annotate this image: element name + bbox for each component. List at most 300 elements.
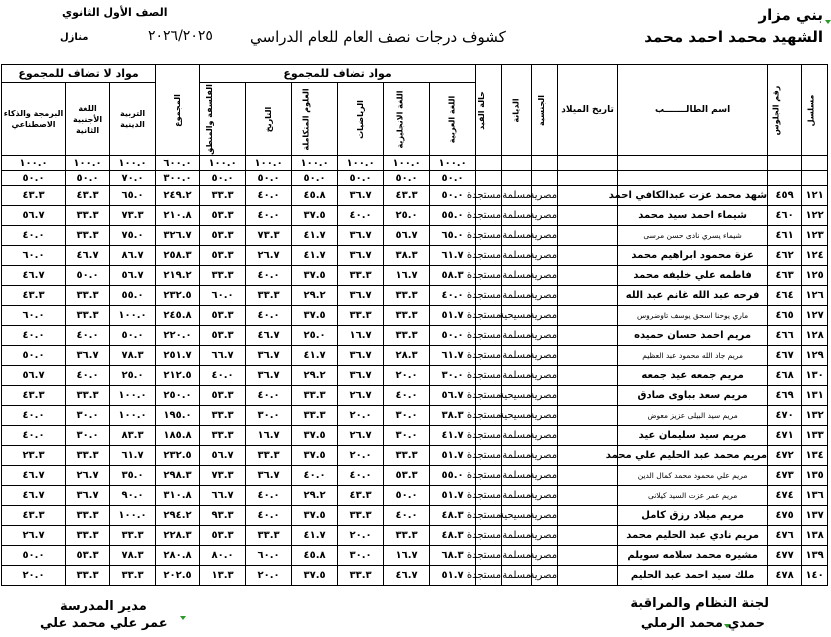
grade-cell: ٢٣٢.٥ (156, 446, 200, 466)
grade-cell: ١٦.٧ (384, 266, 430, 286)
grade-cell: ٣٧.٥ (292, 446, 338, 466)
col-philosophy: الفلسفة والمنطق (200, 83, 246, 156)
seat-cell: ٤٧٣ (768, 466, 802, 486)
grade-cell: ٤٦.٧ (2, 486, 66, 506)
grade-cell: ٤٦.٧ (2, 266, 66, 286)
grade-cell: ٤٠.٠ (246, 306, 292, 326)
grade-cell: ٢٣.٣ (2, 446, 66, 466)
col-serial: مسلسل (802, 65, 828, 156)
grade-cell: ٣٦.٧ (338, 246, 384, 266)
grade-cell: ٢٠.٠ (338, 526, 384, 546)
dob-cell (558, 546, 618, 566)
seat-cell: ٤٧٥ (768, 506, 802, 526)
religion-cell: مسلمة (502, 286, 532, 306)
student-name-cell: مريم علي محمود محمد كمال الدين (618, 466, 768, 486)
grade-cell: ٤١.٧ (292, 526, 338, 546)
student-name-cell: مريم جمعه عيد جمعه (618, 366, 768, 386)
table-row (2, 386, 828, 406)
grade-cell: ٦٨.٣ (430, 546, 476, 566)
grade-cell: ١٠٠.٠ (110, 506, 156, 526)
grade-cell: ٧٨.٣ (110, 546, 156, 566)
nationality-cell: مصرية (532, 466, 558, 486)
grade-cell: ٢٣٢.٥ (156, 286, 200, 306)
student-name-cell: مريم سيد البيلى عزيز معوض (618, 406, 768, 426)
religion-cell: مسيحية (502, 306, 532, 326)
grade-cell: ٤٠.٠ (2, 326, 66, 346)
nationality-cell: مصرية (532, 446, 558, 466)
grade-cell: ٣٨.٣ (430, 406, 476, 426)
status-cell: مستجدة (476, 186, 502, 206)
status-cell: مستجدة (476, 546, 502, 566)
serial-cell: ١٣٦ (802, 486, 828, 506)
serial-cell: ١٢٤ (802, 246, 828, 266)
serial-cell: ١٣٧ (802, 506, 828, 526)
grade-cell: ٥٣.٣ (200, 226, 246, 246)
religion-cell: مسلمة (502, 186, 532, 206)
grade-cell: ٤٣.٣ (66, 186, 110, 206)
grade-cell: ٤٠.٠ (338, 466, 384, 486)
serial-cell: ١٣٣ (802, 426, 828, 446)
grade-cell: ١٠٠.٠ (110, 406, 156, 426)
grade-cell: ٦٠.٠ (246, 546, 292, 566)
grade-cell: ٣٣.٣ (66, 306, 110, 326)
grade-cell: ٤٣.٣ (2, 286, 66, 306)
grade-cell: ٥٠.٠ (384, 486, 430, 506)
student-name-cell: مريم ميلاد رزق كامل (618, 506, 768, 526)
status-cell: مستجدة (476, 386, 502, 406)
student-name-cell: ملك سيد احمد عبد الحليم (618, 566, 768, 586)
student-name-cell: مريم محمد عبد الحليم علي محمد (618, 446, 768, 466)
grade-cell: ٤٠.٠ (66, 326, 110, 346)
nationality-cell: مصرية (532, 566, 558, 586)
dob-cell (558, 386, 618, 406)
student-name-cell: فرحه عبد الله غانم عبد الله (618, 286, 768, 306)
dob-cell (558, 406, 618, 426)
table-row (2, 326, 828, 346)
grade-cell: ٣٦.٧ (338, 346, 384, 366)
dob-cell (558, 226, 618, 246)
grade-cell: ٥٣.٣ (200, 246, 246, 266)
grade-cell: ٣٣.٣ (66, 286, 110, 306)
religion-cell: مسلمة (502, 326, 532, 346)
col-science: العلوم المتكاملة (292, 83, 338, 156)
grade-cell: ٤٠.٠ (2, 406, 66, 426)
grade-cell: ٥١.٧ (430, 306, 476, 326)
status-cell: مستجدة (476, 446, 502, 466)
grade-cell: ٣٠.٠ (246, 406, 292, 426)
status-cell: مستجدة (476, 526, 502, 546)
religion-cell: مسلمة (502, 486, 532, 506)
table-row (2, 286, 828, 306)
grade-cell: ٥٠.٠ (430, 186, 476, 206)
table-row (2, 406, 828, 426)
school-name: بني مزار (758, 6, 823, 24)
grade-cell: ٣٦.٧ (338, 366, 384, 386)
table-row (2, 506, 828, 526)
table-row (2, 306, 828, 326)
grade-cell: ٢٢٨.٣ (156, 526, 200, 546)
grade-cell: ٣٦.٧ (338, 286, 384, 306)
grade-cell: ٣٠.٠ (384, 426, 430, 446)
grade-cell: ٥٣.٣ (200, 306, 246, 326)
dob-cell (558, 206, 618, 226)
grade-cell: ٥١.٧ (430, 446, 476, 466)
status-cell: مستجدة (476, 326, 502, 346)
grade-cell: ٢٥٠.٠ (156, 386, 200, 406)
grade-cell: ٣٧.٥ (292, 566, 338, 586)
nationality-cell: مصرية (532, 266, 558, 286)
nationality-cell: مصرية (532, 346, 558, 366)
grade-cell: ٣٣.٣ (200, 186, 246, 206)
col-arabic: اللغة العربية (430, 83, 476, 156)
grade-cell: ٤٠.٠ (384, 386, 430, 406)
serial-cell: ١٣٤ (802, 446, 828, 466)
student-name-cell: شهد محمد عزت عبدالكافي احمد (618, 186, 768, 206)
dob-cell (558, 366, 618, 386)
grade-cell: ٥٠.٠ (430, 326, 476, 346)
grade-cell: ٥٣.٣ (200, 206, 246, 226)
nationality-cell: مصرية (532, 506, 558, 526)
religion-cell: مسلمة (502, 546, 532, 566)
student-name-cell: مريم سيد سليمان عيد (618, 426, 768, 446)
principal-name: عمر علي محمد علي (40, 616, 168, 631)
grade-cell: ٣٧.٥ (292, 426, 338, 446)
grade-cell: ٤١.٧ (292, 226, 338, 246)
grade-cell: ٣٠.٠ (338, 546, 384, 566)
grade-cell: ٢٠.٠ (246, 566, 292, 586)
table-row (2, 266, 828, 286)
grade-cell: ٤٥.٨ (292, 186, 338, 206)
grade-cell: ٣٣.٣ (66, 386, 110, 406)
student-name-cell: شيماء احمد سيد محمد (618, 206, 768, 226)
grade-cell: ٤٣.٣ (384, 186, 430, 206)
grade-cell: ٣٧.٥ (292, 506, 338, 526)
grade-cell: ٧٥.٠ (110, 226, 156, 246)
table-row (2, 446, 828, 466)
grade-cell: ٦١.٧ (430, 346, 476, 366)
nationality-cell: مصرية (532, 186, 558, 206)
grade-cell: ٧٣.٣ (110, 206, 156, 226)
grade-cell: ٢٦.٧ (66, 466, 110, 486)
grade-cell: ٢٩.٢ (292, 486, 338, 506)
religion-cell: مسلمة (502, 226, 532, 246)
report-title: كشوف درجات نصف العام للعام الدراسي (250, 28, 506, 46)
grade-cell: ٢٤٩.٢ (156, 186, 200, 206)
grade-cell: ٥٣.٣ (66, 546, 110, 566)
serial-cell: ١٢٥ (802, 266, 828, 286)
status-cell: مستجدة (476, 226, 502, 246)
col-religion-edu: التربية الدينية (110, 83, 156, 156)
principal-title: مدير المدرسة (60, 599, 147, 614)
grade-cell: ٣٧.٥ (292, 206, 338, 226)
tick-mark-icon (825, 20, 831, 24)
grade-cell: ٤٠.٠ (246, 186, 292, 206)
grade-cell: ٣٣.٣ (292, 386, 338, 406)
grade-cell: ٢٥١.٧ (156, 346, 200, 366)
added-group-header: مواد تضاف للمجموع (200, 65, 476, 83)
grade-cell: ٨٦.٧ (110, 246, 156, 266)
grade-cell: ٣٠.٠ (430, 366, 476, 386)
seat-cell: ٤٦٧ (768, 346, 802, 366)
col-seat: رقم الجلوس (768, 65, 802, 156)
seat-cell: ٤٦٩ (768, 386, 802, 406)
grade-cell: ٢٩٨.٣ (156, 466, 200, 486)
grade-cell: ١٣.٣ (200, 566, 246, 586)
table-row (2, 246, 828, 266)
grade-cell: ١٨٥.٨ (156, 426, 200, 446)
dob-cell (558, 566, 618, 586)
nationality-cell: مصرية (532, 366, 558, 386)
grade-cell: ٣٣.٣ (66, 506, 110, 526)
grade-cell: ٣٣.٣ (66, 446, 110, 466)
grade-cell: ٣٣.٣ (338, 506, 384, 526)
grade-cell: ٣٠.٠ (66, 406, 110, 426)
serial-cell: ١٢٢ (802, 206, 828, 226)
nationality-cell: مصرية (532, 206, 558, 226)
grade-cell: ٣٥.٠ (110, 466, 156, 486)
grade-cell: ٥٥.٠ (430, 466, 476, 486)
grades-table (1, 64, 828, 586)
grade-cell: ٤٠.٠ (200, 366, 246, 386)
student-name-cell: مريم سعد بباوى صادق (618, 386, 768, 406)
seat-cell: ٤٦٣ (768, 266, 802, 286)
grade-cell: ٥٥.٠ (110, 286, 156, 306)
seat-cell: ٤٦٤ (768, 286, 802, 306)
grade-cell: ١٦.٧ (384, 546, 430, 566)
seat-cell: ٤٧٤ (768, 486, 802, 506)
serial-cell: ١٤٠ (802, 566, 828, 586)
grade-cell: ٣٣.٣ (200, 266, 246, 286)
grade-cell: ٣٣.٣ (338, 266, 384, 286)
grade-cell: ٧٣.٣ (200, 466, 246, 486)
religion-cell: مسلمة (502, 346, 532, 366)
table-row (2, 486, 828, 506)
grade-cell: ٧٨.٣ (110, 346, 156, 366)
seat-cell: ٤٥٩ (768, 186, 802, 206)
grade-cell: ٣٣.٣ (292, 406, 338, 426)
grade-cell: ٥٦.٧ (2, 206, 66, 226)
grade-cell: ٣٣.٣ (66, 566, 110, 586)
seat-cell: ٤٦٥ (768, 306, 802, 326)
min-score-row: ٥٠.٠ ٥٠.٠ ٥٠.٠ ٥٠.٠ ٥٠.٠ ٥٠.٠ ٣٠٠.٠ ٧٠.٠ ٥٠.٠ ٥٠.٠ (2, 171, 828, 186)
committee-name: حمدي محمد الرملي (640, 616, 765, 631)
order-label: منازل (60, 32, 89, 43)
col-status: حالة القيد (476, 65, 502, 156)
grade-cell: ٦١.٧ (110, 446, 156, 466)
grade-cell: ٣٣.٣ (66, 206, 110, 226)
serial-cell: ١٣٥ (802, 466, 828, 486)
grade-cell: ٣٣.٣ (384, 306, 430, 326)
grade-cell: ٢٢٠.٠ (156, 326, 200, 346)
grade-cell: ٤٠.٠ (246, 506, 292, 526)
status-cell: مستجدة (476, 486, 502, 506)
serial-cell: ١٢١ (802, 186, 828, 206)
grade-cell: ٦٦.٧ (200, 486, 246, 506)
status-cell: مستجدة (476, 426, 502, 446)
dob-cell (558, 246, 618, 266)
grade-cell: ٥٦.٧ (200, 446, 246, 466)
dob-cell (558, 526, 618, 546)
student-name-cell: مريم نادي عبد الحليم محمد (618, 526, 768, 546)
dob-cell (558, 306, 618, 326)
status-cell: مستجدة (476, 286, 502, 306)
col-total: المجموع (156, 65, 200, 156)
serial-cell: ١٢٦ (802, 286, 828, 306)
nationality-cell: مصرية (532, 386, 558, 406)
tick-mark-icon (724, 624, 730, 628)
grade-cell: ٥٦.٧ (2, 366, 66, 386)
nationality-cell: مصرية (532, 246, 558, 266)
grade-cell: ٥٦.٧ (384, 226, 430, 246)
grade-cell: ٣٨.٣ (384, 246, 430, 266)
grade-cell: ٦٠.٠ (2, 246, 66, 266)
status-cell: مستجدة (476, 266, 502, 286)
grade-cell: ١٦.٧ (246, 426, 292, 446)
grade-cell: ١٠٠.٠ (110, 306, 156, 326)
not-added-group-header: مواد لا تضاف للمجموع (2, 65, 156, 83)
grade-cell: ٢٨.٣ (384, 346, 430, 366)
grade-cell: ٣٧.٥ (292, 306, 338, 326)
grade-cell: ٦٦.٧ (200, 346, 246, 366)
student-name-cell: فاطمه علي خليفه محمد (618, 266, 768, 286)
seat-cell: ٤٦١ (768, 226, 802, 246)
grade-cell: ٣٣.٣ (384, 286, 430, 306)
dob-cell (558, 486, 618, 506)
grade-cell: ٥٦.٧ (430, 386, 476, 406)
grade-cell: ٥٣.٣ (200, 386, 246, 406)
religion-cell: مسلمة (502, 266, 532, 286)
table-row (2, 206, 828, 226)
grade-cell: ٢٠.٠ (384, 366, 430, 386)
student-name-cell: عزة محمود ابراهيم محمد (618, 246, 768, 266)
student-name-cell: شيماء يسري نادى حسن مرسى (618, 226, 768, 246)
serial-cell: ١٢٧ (802, 306, 828, 326)
grade-cell: ٣٣.٣ (66, 526, 110, 546)
grade-cell: ٣٣.٣ (384, 526, 430, 546)
grade-cell: ٨٠.٠ (200, 546, 246, 566)
grade-cell: ٤١.٧ (292, 246, 338, 266)
status-cell: مستجدة (476, 206, 502, 226)
grade-cell: ٥٦.٧ (110, 266, 156, 286)
student-name-cell: مشيره محمد سلامه سويلم (618, 546, 768, 566)
seat-cell: ٤٧٢ (768, 446, 802, 466)
table-row (2, 566, 828, 586)
nationality-cell: مصرية (532, 406, 558, 426)
table-row (2, 526, 828, 546)
grade-cell: ٣٣.٣ (66, 226, 110, 246)
table-row (2, 466, 828, 486)
grade-cell: ٣٣.٣ (110, 526, 156, 546)
status-cell: مستجدة (476, 246, 502, 266)
committee-title: لجنة النظام والمراقبة (630, 596, 769, 611)
grade-cell: ٦٥.٠ (110, 186, 156, 206)
seat-cell: ٤٧٦ (768, 526, 802, 546)
grade-cell: ٤٦.٧ (384, 566, 430, 586)
student-name-cell: مريم احمد حسان حميده (618, 326, 768, 346)
grade-cell: ٤٠.٠ (246, 266, 292, 286)
religion-cell: مسيحية (502, 506, 532, 526)
grade-cell: ٣٧.٥ (292, 266, 338, 286)
grade-cell: ٤٣.٣ (338, 486, 384, 506)
col-dob: تاريخ الميلاد (558, 65, 618, 156)
grade-cell: ٣٣.٣ (200, 426, 246, 446)
col-religion: الديانة (502, 65, 532, 156)
col-history: التاريخ (246, 83, 292, 156)
grade-cell: ٤٠.٠ (338, 206, 384, 226)
grade-cell: ٥٨.٣ (430, 266, 476, 286)
seat-cell: ٤٧٨ (768, 566, 802, 586)
seat-cell: ٤٦٠ (768, 206, 802, 226)
col-name: اسم الطالـــــــب (618, 65, 768, 156)
grade-cell: ٣٠.٠ (384, 406, 430, 426)
grade-cell: ٣٦.٧ (66, 486, 110, 506)
col-math: الرياضيات (338, 83, 384, 156)
grade-cell: ٦٠.٠ (200, 286, 246, 306)
seat-cell: ٤٦٦ (768, 326, 802, 346)
grade-cell: ٣٦.٧ (66, 346, 110, 366)
grade-cell: ٢٨٠.٨ (156, 546, 200, 566)
table-row (2, 546, 828, 566)
grade-cell: ٢٠٢.٥ (156, 566, 200, 586)
grade-cell: ٢٩.٢ (292, 366, 338, 386)
grade-cell: ٢٥.٠ (384, 206, 430, 226)
grade-cell: ٥٥.٠ (430, 206, 476, 226)
religion-cell: مسلمة (502, 466, 532, 486)
grade-cell: ٥١.٧ (430, 486, 476, 506)
grade-cell: ٣٠.٠ (66, 426, 110, 446)
nationality-cell: مصرية (532, 486, 558, 506)
grade-cell: ٤٣.٣ (2, 186, 66, 206)
seat-cell: ٤٧٧ (768, 546, 802, 566)
col-second-language: اللغة الأجنبية الثانية (66, 83, 110, 156)
serial-cell: ١٣١ (802, 386, 828, 406)
dob-cell (558, 426, 618, 446)
seat-cell: ٤٦٢ (768, 246, 802, 266)
grade-cell: ٢٤٥.٨ (156, 306, 200, 326)
grade-cell: ٣١٠.٨ (156, 486, 200, 506)
serial-cell: ١٢٣ (802, 226, 828, 246)
table-row (2, 426, 828, 446)
serial-cell: ١٣٢ (802, 406, 828, 426)
grade-cell: ٢٥.٠ (292, 326, 338, 346)
grade-cell: ٢٥٨.٣ (156, 246, 200, 266)
grade-cell: ٤٣.٣ (2, 386, 66, 406)
religion-cell: مسلمة (502, 426, 532, 446)
max-score-row: ١٠٠.٠ ١٠٠.٠ ١٠٠.٠ ١٠٠.٠ ١٠٠.٠ ١٠٠.٠ ٦٠٠.٠ ١٠٠.٠ ١٠٠.٠ ١٠٠.٠ (2, 156, 828, 171)
grade-cell: ٢٩٤.٢ (156, 506, 200, 526)
grade-cell: ٢٦.٧ (338, 426, 384, 446)
grade-cell: ٤٨.٣ (430, 506, 476, 526)
dob-cell (558, 346, 618, 366)
status-cell: مستجدة (476, 346, 502, 366)
grade-cell: ٥٠.٠ (66, 266, 110, 286)
status-cell: مستجدة (476, 306, 502, 326)
grade-cell: ٤٠.٠ (292, 466, 338, 486)
religion-cell: مسيحية (502, 406, 532, 426)
academic-year: ٢٠٢٦/٢٠٢٥ (148, 28, 213, 44)
grade-cell: ٢٦.٧ (338, 386, 384, 406)
grade-cell: ١٠٠.٠ (110, 386, 156, 406)
religion-cell: مسلمة (502, 366, 532, 386)
grade-cell: ٣٣.٣ (338, 566, 384, 586)
grade-cell: ٢٥.٠ (110, 366, 156, 386)
student-name-cell: مريم عمر عزت السيد كيلانى (618, 486, 768, 506)
grade-cell: ٢٩.٢ (292, 286, 338, 306)
grade-cell: ٤١.٧ (292, 346, 338, 366)
grade-cell: ٣٦.٧ (246, 366, 292, 386)
grade-cell: ٤٠.٠ (246, 206, 292, 226)
religion-cell: مسلمة (502, 246, 532, 266)
